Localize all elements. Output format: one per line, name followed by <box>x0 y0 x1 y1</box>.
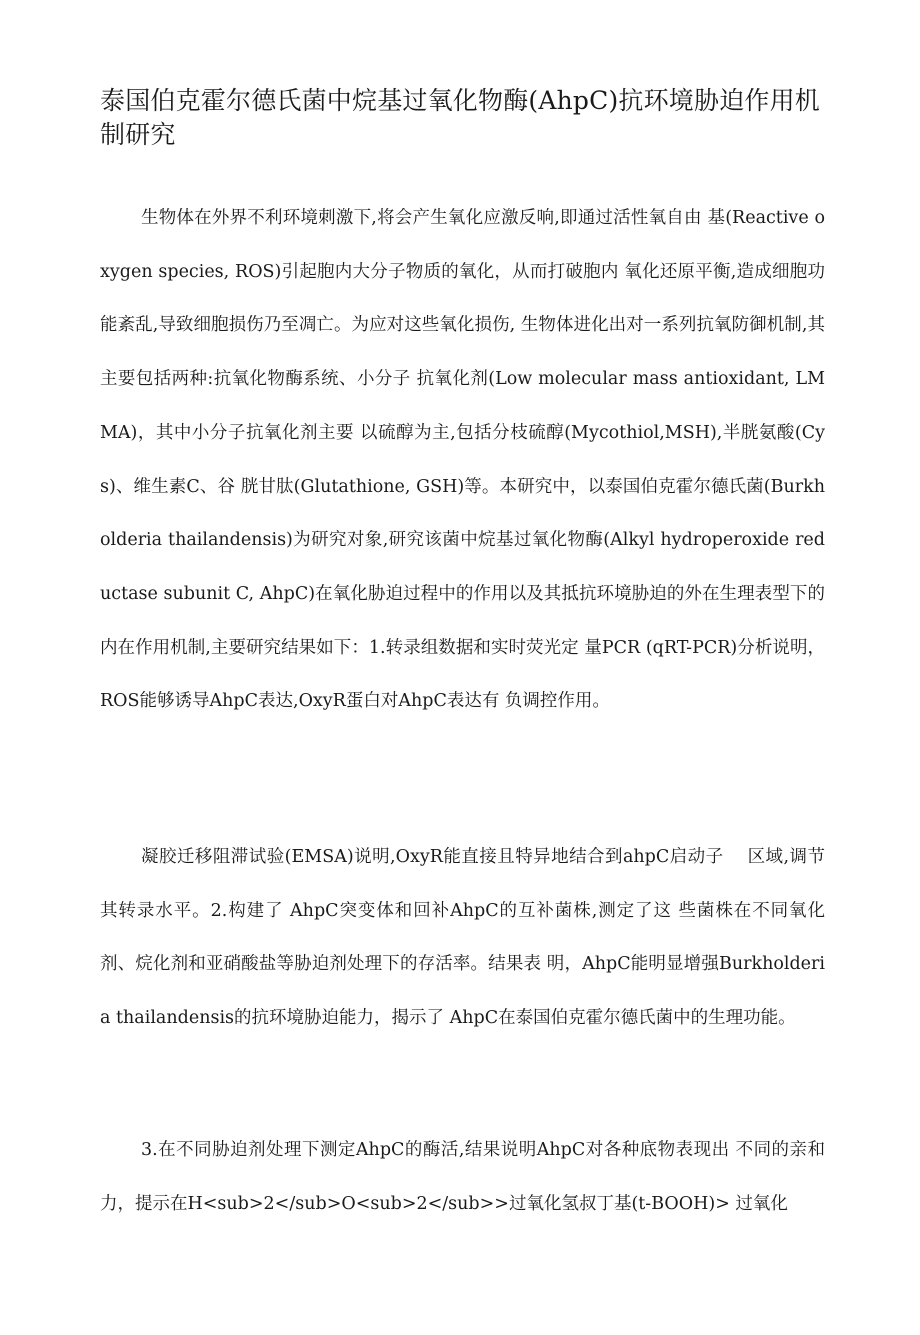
document-title: 泰国伯克霍尔德氏菌中烷基过氧化物酶(AhpC)抗环境胁迫作用机制研究 <box>100 86 820 149</box>
body-paragraph-1: 生物体在外界不利环境刺激下,将会产生氧化应激反响,即通过活性氧自由 基(Reactive oxygen species, ROS)引起胞内大分子物质的氧化，从而打破胞内 氧化还原平衡,造成细胞功能紊乱,导致细胞损伤乃至凋亡。为应对这些氧化损伤, 生物体进化出对一系列抗氧防御机制,其主要包括两种:抗氧化物酶系统、小分子 抗氧化剂(Low molecular mass antioxidant, LMMA)，其中小分子抗氧化剂主要 以硫醇为主,包括分枝硫醇(Mycothiol,MSH),半胱氨酸(Cys)、维生素C、谷 胱甘肽(Glutathione, GSH)等。本研究中，以泰国伯克霍尔德氏菌(Burkholderia thailandensis)为研究对象,研究该菌中烷基过氧化物酶(Alkyl hydroperoxide reductase subunit C, AhpC)在氧化胁迫过程中的作用以及其抵抗环境胁迫的外在生理表型下的内在作用机制,主要研究结果如下：1.转录组数据和实时荧光定 量PCR (qRT-PCR)分析说明，ROS能够诱导AhpC表达,OxyR蛋白对AhpC表达有 负调控作用。 <box>100 208 825 712</box>
body-paragraph-2: 凝胶迁移阻滞试验(EMSA)说明,OxyR能直接且特异地结合到ahpC启动子 区域,调节其转录水平。2.构建了 AhpC突变体和回补AhpC的互补菌株,测定了这 些菌株在不同氧化剂、烷化剂和亚硝酸盐等胁迫剂处理下的存活率。结果表 明，AhpC能明显增强Burkholderia thailandensis的抗环境胁迫能力，揭示了 AhpC在泰国伯克霍尔德氏菌中的生理功能。 <box>100 847 825 1029</box>
body-paragraph-3: 3.在不同胁迫剂处理下测定AhpC的酶活,结果说明AhpC对各种底物表现出 不同的亲和力，提示在H<sub>2</sub>O<sub>2</sub>>过氧化氢叔丁基(t-BOOH)> 过氧化 <box>100 1140 825 1214</box>
